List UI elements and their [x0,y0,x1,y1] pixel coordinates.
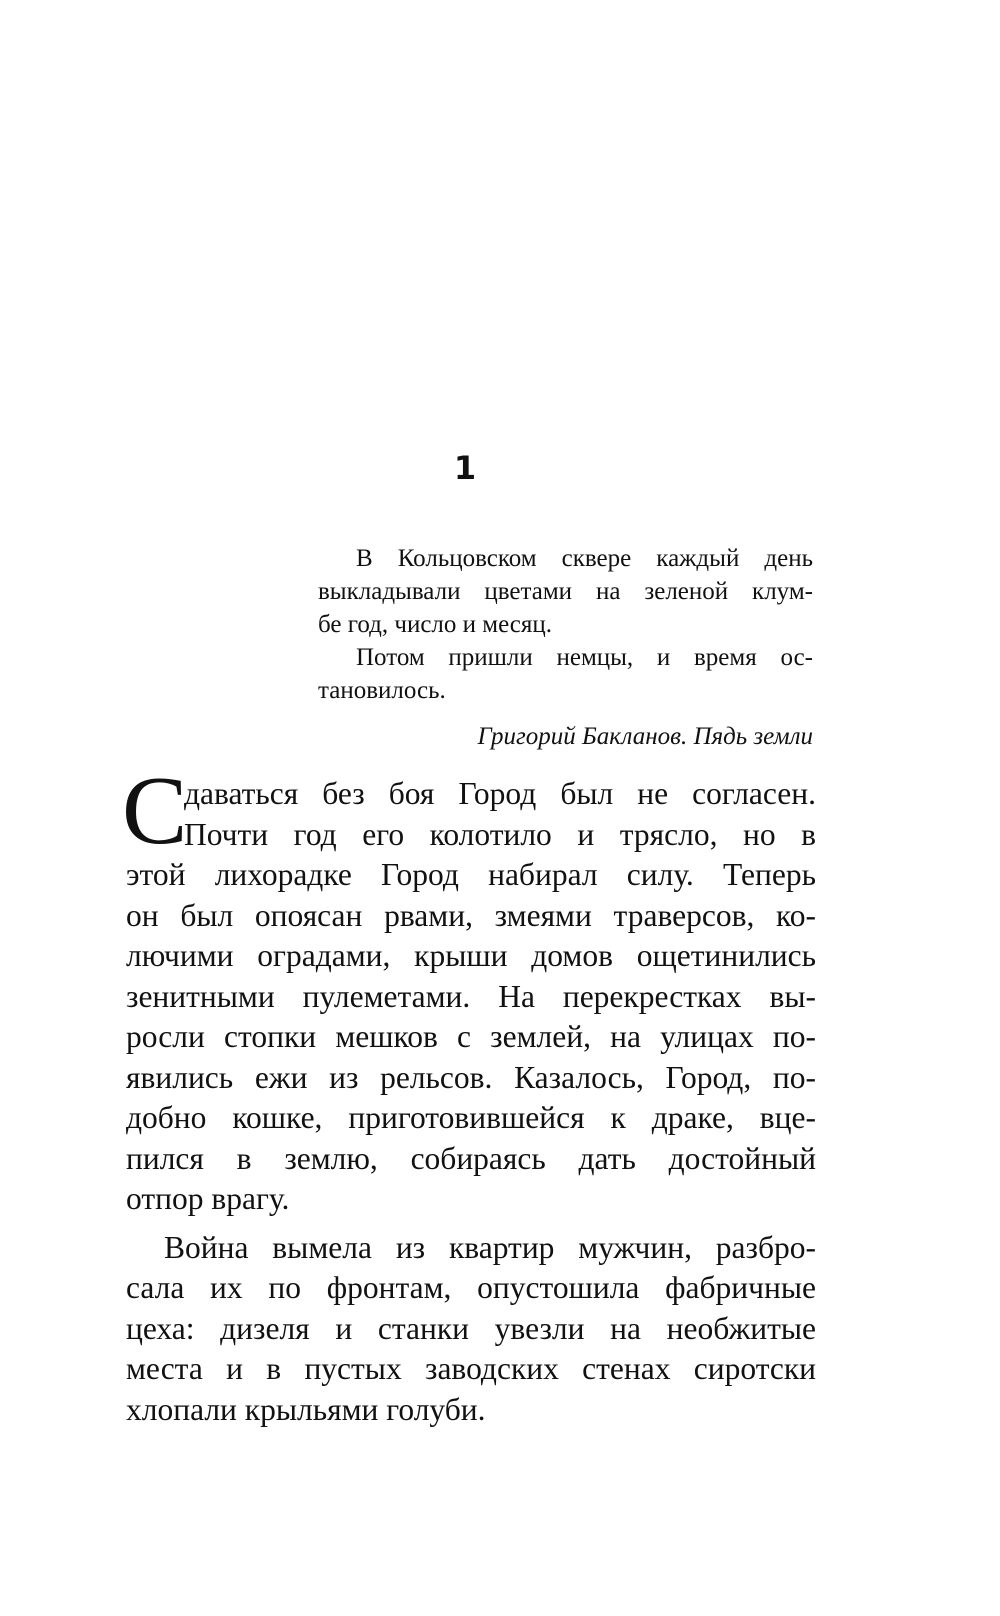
text-line: Война вымела из квартир мужчин, разбро- [164,1229,816,1265]
paragraph-2 [126,1228,816,1431]
epigraph-line: Потом пришли немцы, и время ос- [356,644,813,671]
text-line: Почти год его колотило и трясло, но в [184,816,816,852]
text-line: даваться без боя Город был не согласен. [184,776,816,811]
text-line: хлопали крыльями голуби. [126,1391,486,1427]
text-line: зенитными пулеметами. На перекрестках вы- [126,978,816,1014]
text-line: явились ежи из рельсов. Казалось, Город, по- [126,1059,816,1095]
text-line: цеха: дизеля и станки увезли на необжитые [126,1310,816,1346]
epigraph-line: бе год, число и месяц. [318,611,553,638]
epigraph-attribution: Григорий Бакланов. Пядь земли [477,723,813,750]
text-line: отпор врагу. [126,1181,290,1216]
text-line: росли стопки мешков с землей, на улицах по- [126,1019,816,1054]
chapter-body [126,774,816,1430]
chapter-number: 1 [453,449,477,487]
epigraph-line: выкладывали цветами на зеленой клум- [318,578,813,605]
text-line: этой лихорадке Город набирал силу. Теперь [126,857,816,892]
text-line: места и в пустых заводских стенах сиротски [126,1351,816,1386]
text-line: он был опоясан рвами, змеями траверсов, ко- [126,897,816,933]
text-line: пился в землю, собираясь дать достойный [126,1140,816,1176]
drop-cap: С [122,757,188,865]
text-line: лючими оградами, крыши домов ощетинились [126,938,816,973]
text-line: сала их по фронтам, опустошила фабричные [126,1270,816,1305]
epigraph [318,542,813,707]
text-line: добно кошке, приготовившейся к драке, вце- [126,1100,816,1135]
epigraph-line: тановилось. [318,677,446,704]
epigraph-line: В Кольцовском сквере каждый день [356,545,813,572]
